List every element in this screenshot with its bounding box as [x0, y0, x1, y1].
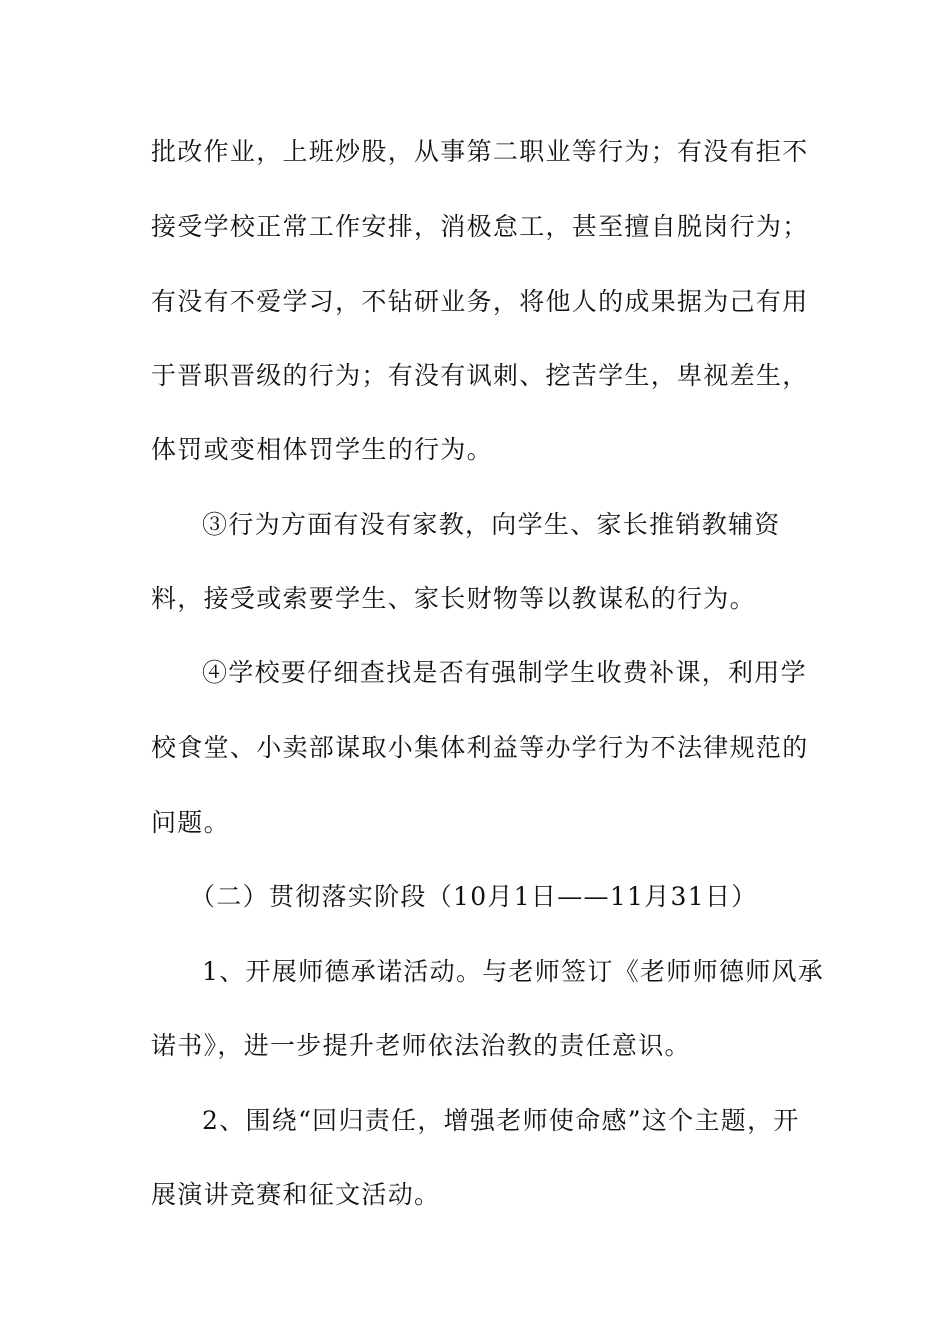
- section-heading: （二）贯彻落实阶段（10月1日——11月31日）: [190, 882, 758, 911]
- paragraph-line: 有没有不爱学习，不钻研业务，将他人的成果据为己有用: [151, 287, 809, 316]
- paragraph-line: ④学校要仔细查找是否有强制学生收费补课，利用学: [202, 658, 807, 687]
- paragraph-line: 料，接受或索要学生、家长财物等以教谋私的行为。: [151, 584, 756, 613]
- paragraph-line: 接受学校正常工作安排，消极怠工，甚至擅自脱岗行为；: [151, 212, 809, 241]
- paragraph-line: 展演讲竞赛和征文活动。: [151, 1180, 441, 1209]
- paragraph-line: 体罚或变相体罚学生的行为。: [151, 435, 493, 464]
- paragraph-line: 1、开展师德承诺活动。与老师签订《老师师德师风承: [202, 957, 825, 986]
- paragraph-line: ③行为方面有没有家教，向学生、家长推销教辅资: [202, 510, 781, 539]
- paragraph-line: 批改作业，上班炒股，从事第二职业等行为；有没有拒不: [151, 137, 809, 166]
- paragraph-line: 于晋职晋级的行为；有没有讽刺、挖苦学生，卑视差生，: [151, 361, 809, 390]
- paragraph-line: 诺书》，进一步提升老师依法治教的责任意识。: [151, 1031, 691, 1060]
- paragraph-line: 2、围绕“回归责任，增强老师使命感”这个主题，开: [202, 1106, 800, 1135]
- paragraph-line: 问题。: [151, 808, 230, 837]
- paragraph-line: 校食堂、小卖部谋取小集体利益等办学行为不法律规范的: [151, 733, 809, 762]
